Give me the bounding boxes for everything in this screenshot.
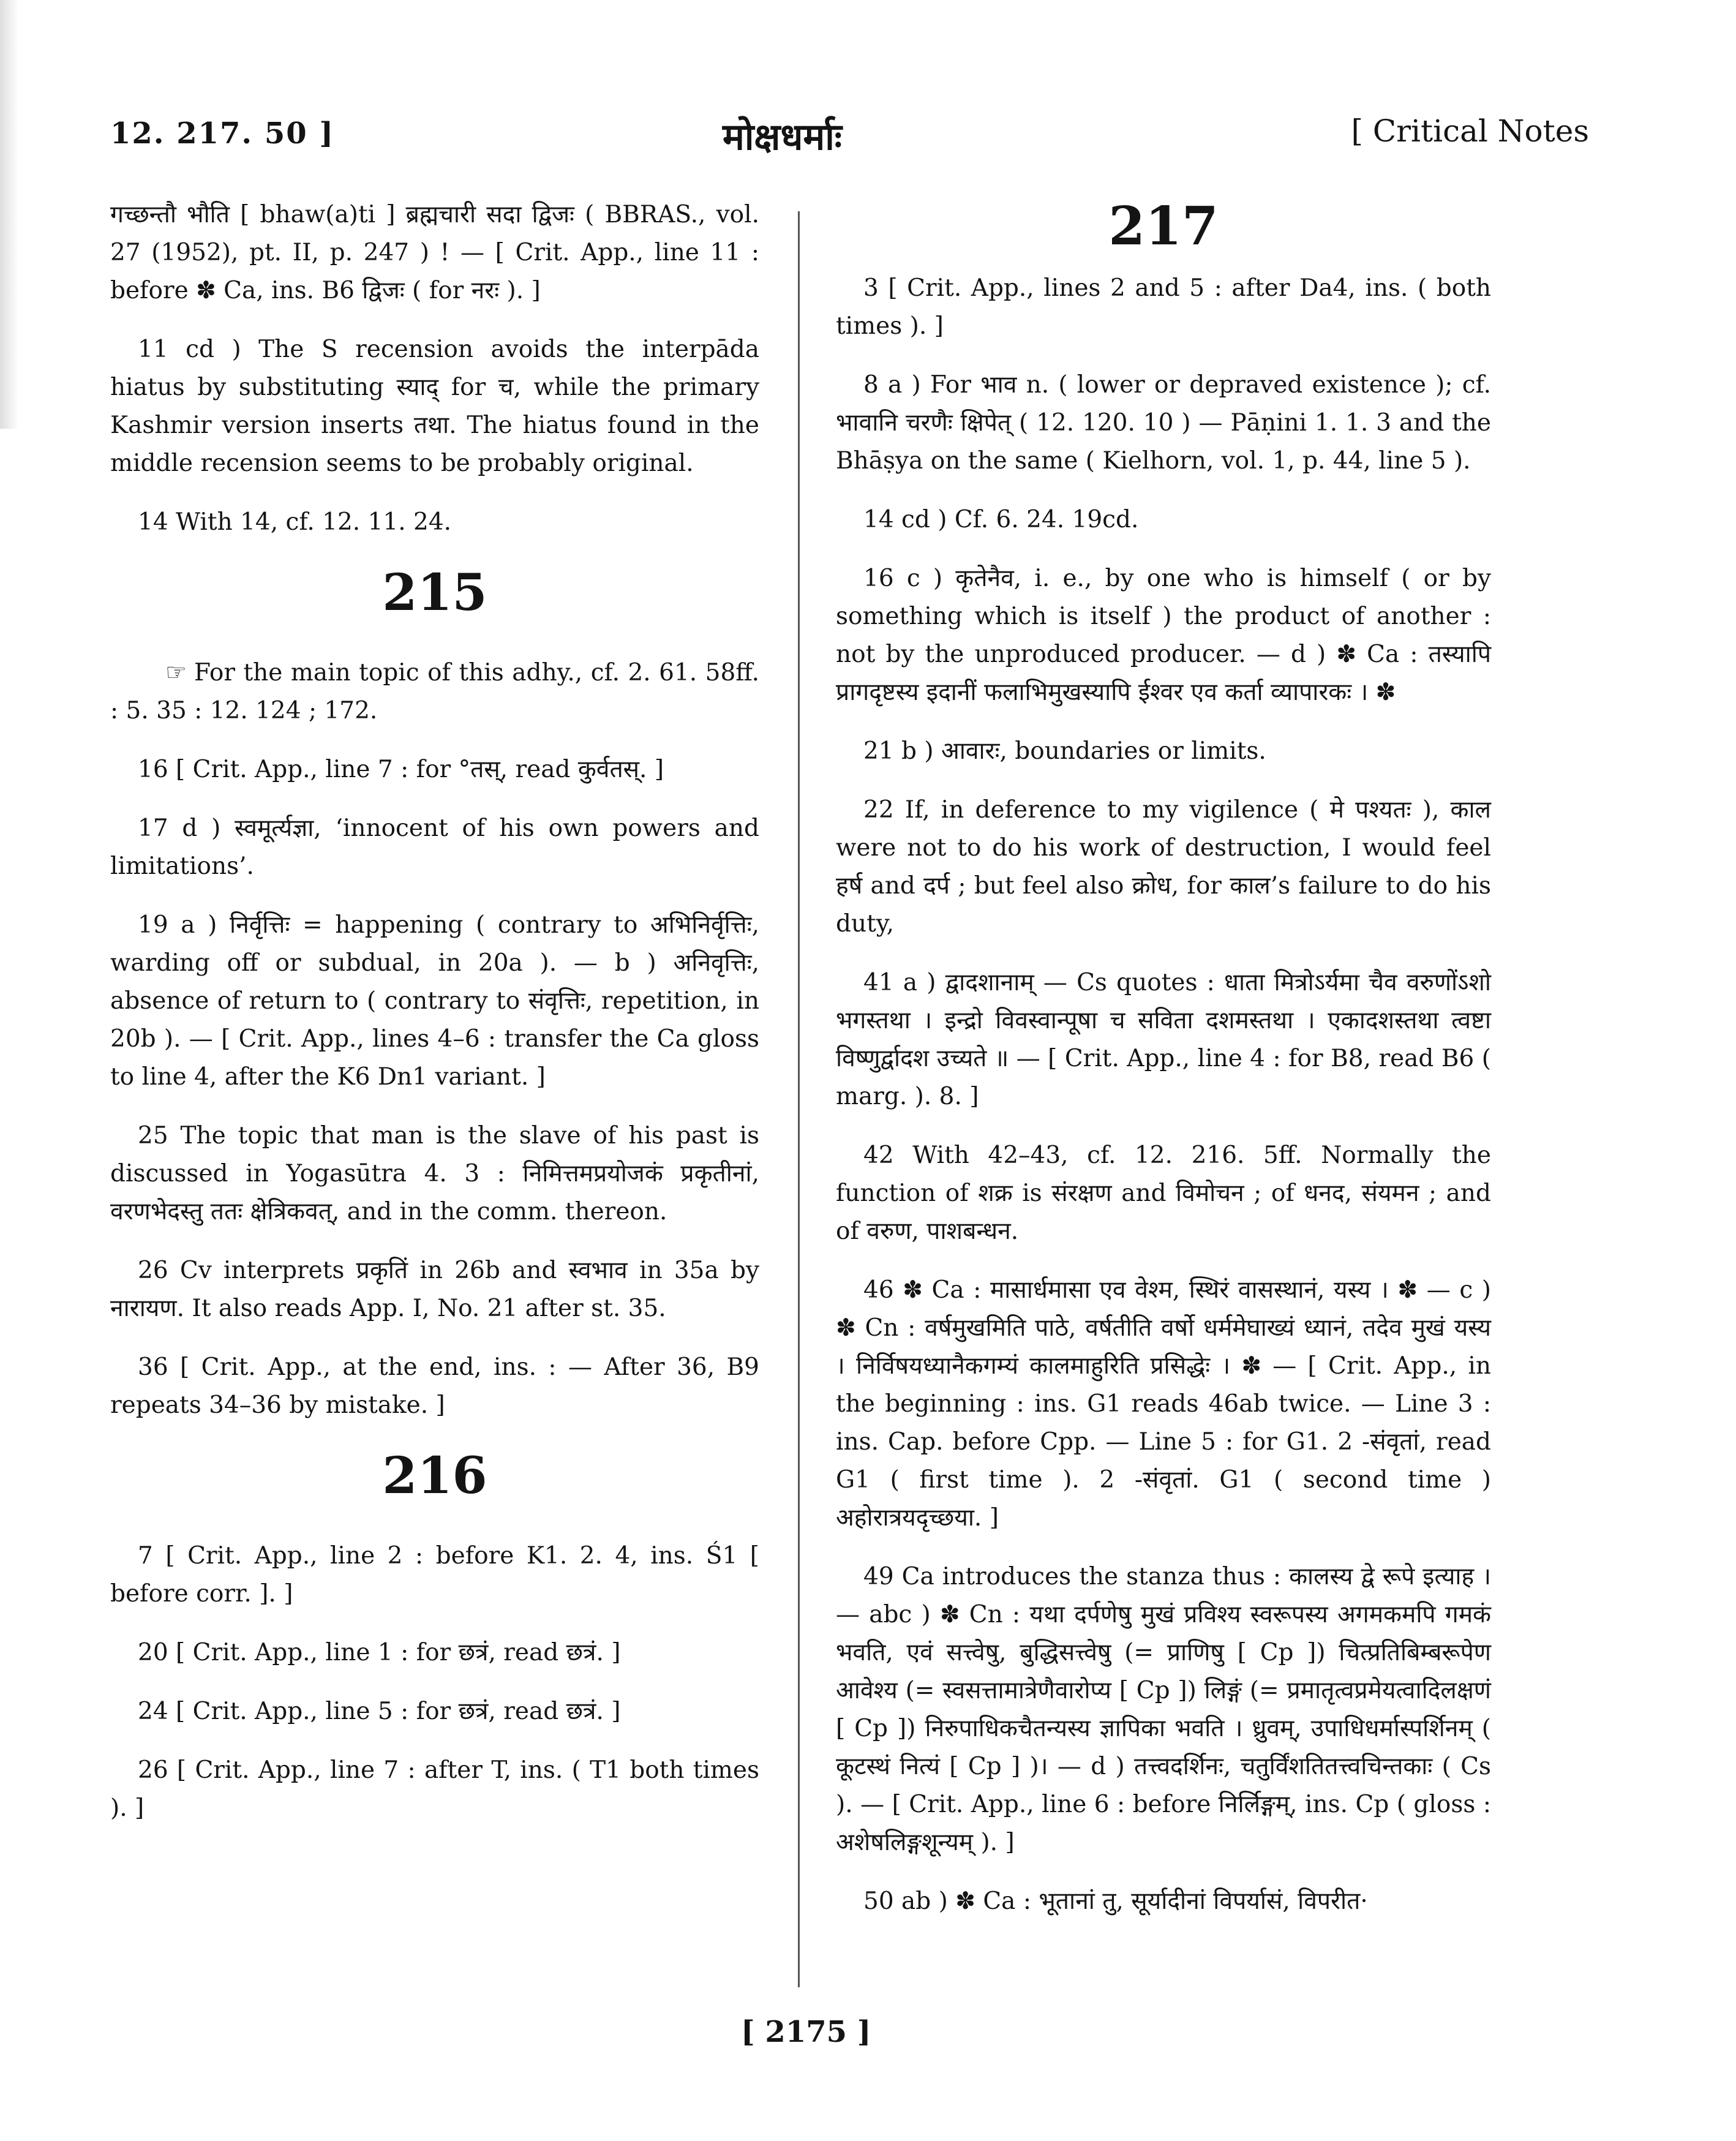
note-text: For the main topic of this adhy., cf. 2. 61. 58ff. : 5. 35 : 12. 124 ; 172.	[110, 659, 759, 724]
note-paragraph: 7 [ Crit. App., line 2 : before K1. 2. 4, ins. Ś1 [ before corr. ]. ]	[110, 1542, 759, 1608]
note-paragraph-topic	[110, 654, 759, 730]
pointing-hand-icon: ☞	[165, 659, 187, 687]
section-heading-216: 216	[382, 1447, 487, 1505]
note-paragraph: 8 a ) For भाव n. ( lower or depraved existence ); cf. भावानि चरणैः क्षिपेत् ( 12. 120. 10 ) — Pāṇini 1. 1. 3 and the Bhāṣya on the same ( Kielhorn, vol. 1, p. 44, line 5 ).	[836, 371, 1491, 475]
page-number: [ 2175 ]	[741, 2015, 871, 2049]
header-title: मोक्षधर्माः	[723, 116, 842, 159]
note-paragraph: 14 cd ) Cf. 6. 24. 19cd.	[863, 506, 1139, 533]
column-divider	[798, 211, 800, 1987]
note-paragraph: 26 [ Crit. App., line 7 : after T, ins. ( T1 both times ). ]	[110, 1756, 759, 1822]
note-paragraph: 21 b ) आवारः, boundaries or limits.	[863, 737, 1266, 765]
note-paragraph: 36 [ Crit. App., at the end, ins. : — After 36, B9 repeats 34–36 by mistake. ]	[110, 1353, 759, 1419]
note-paragraph: 16 [ Crit. App., line 7 : for °तस्, read कुर्वतस्. ]	[138, 756, 664, 783]
note-paragraph: 22 If, in deference to my vigilence ( मे पश्यतः ), काल were not to do his work of destruction, I would feel हर्ष and दर्प ; but feel also क्रोध, for काल’s failure to do his duty,	[836, 796, 1491, 938]
section-heading-215: 215	[382, 563, 487, 622]
note-paragraph: 25 The topic that man is the slave of his past is discussed in Yogasūtra 4. 3 : निमित्तमप्रयोजकं प्रकृतीनां, वरणभेदस्तु ततः क्षेत्रिकवत्, and in the comm. thereon.	[110, 1122, 759, 1225]
note-paragraph: 14 With 14, cf. 12. 11. 24.	[138, 508, 452, 536]
note-paragraph: 17 d ) स्वमूर्त्यज्ञा, ‘innocent of his own powers and limitations’.	[110, 815, 759, 880]
note-paragraph: 20 [ Crit. App., line 1 : for छत्रं, read छत्रं. ]	[138, 1639, 621, 1666]
section-heading-217: 217	[1108, 195, 1219, 257]
note-paragraph: 19 a ) निर्वृत्तिः = happening ( contrary to अभिनिर्वृत्तिः, warding off or subdual, in 20a ). — b ) अनिवृत्तिः, absence of return to ( contrary to संवृत्तिः, repetition, in 20b ). — [ Crit. App., lines 4–6 : transfer the Ca gloss to line 4, after the K6 Dn1 variant. ]	[110, 911, 759, 1091]
page-header	[110, 110, 1589, 165]
note-paragraph: 46 ✽ Ca : मासार्धमासा एव वेश्म, स्थिरं वासस्थानं, यस्य । ✽ — c ) ✽ Cn : वर्षमुखमिति पाठे, वर्षतीति वर्षो धर्ममेघाख्यं ध्यानं, तदेव मुखं यस्य । निर्विषयध्यानैकगम्यं कालमाहुरिति प्रसिद्धेः । ✽ — [ Crit. App., in the beginning : ins. G1 reads 46ab twice. — Line 3 : ins. Cap. before Cpp. — Line 5 : for G1. 2 -संवृतां, read G1 ( first time ). 2 -संवृतां. G1 ( second time ) अहोरात्रयदृच्छया. ]	[836, 1276, 1491, 1532]
note-paragraph: 41 a ) द्वादशानाम् — Cs quotes : धाता मित्रोऽर्यमा चैव वरुणोंऽशो भगस्तथा । इन्द्रो विवस्वान्पूषा च सविता दशमस्तथा । एकादशस्तथा त्वष्टा विष्णुर्द्वादश उच्यते ॥ — [ Crit. App., line 4 : for B8, read B6 ( marg. ). 8. ]	[836, 969, 1491, 1110]
note-paragraph: 24 [ Crit. App., line 5 : for छत्रं, read छत्रं. ]	[138, 1698, 621, 1725]
scan-edge-shadow	[0, 0, 18, 429]
note-paragraph: 50 ab ) ✽ Ca : भूतानां तु, सूर्यादीनां विपर्यासं, विपरीत·	[863, 1887, 1368, 1915]
right-column	[836, 196, 1491, 1941]
left-column	[110, 196, 759, 1848]
note-paragraph: 11 cd ) The S recension avoids the interpāda hiatus by substituting स्याद् for च, while the primary Kashmir version inserts तथा. The hiatus found in the middle recension seems to be probably original.	[110, 336, 759, 477]
note-paragraph: 3 [ Crit. App., lines 2 and 5 : after Da4, ins. ( both times ). ]	[836, 274, 1491, 340]
note-paragraph: 42 With 42–43, cf. 12. 216. 5ff. Normally the function of शक्र is संरक्षण and विमोचन ; of धनद, संयमन ; and of वरुण, पाशबन्धन.	[836, 1142, 1491, 1245]
header-section-label: [ Critical Notes	[1351, 113, 1589, 149]
note-paragraph: गच्छन्तौ भौति [ bhaw(a)ti ] ब्रह्मचारी सदा द्विजः ( BBRAS., vol. 27 (1952), pt. II, p. 247 ) ! — [ Crit. App., line 11 : before ✽ Ca, ins. B6 द्विजः ( for नरः ). ]	[110, 201, 759, 304]
note-paragraph: 26 Cv interprets प्रकृतिं in 26b and स्वभाव in 35a by नारायण. It also reads App. I, No. 21 after st. 35.	[110, 1257, 759, 1322]
header-reference: 12. 217. 50 ]	[110, 116, 335, 151]
note-paragraph: 16 c ) कृतेनैव, i. e., by one who is himself ( or by something which is itself ) the product of another : not by the unproduced producer. — d ) ✽ Ca : तस्यापि प्रागदृष्टस्य इदानीं फलाभिमुखस्यापि ईश्वर एव कर्ता व्यापारकः । ✽	[836, 565, 1491, 706]
note-paragraph: 49 Ca introduces the stanza thus : कालस्य द्वे रूपे इत्याह । — abc ) ✽ Cn : यथा दर्पणेषु मुखं प्रविश्य स्वरूपस्य अगमकमपि गमकं भवति, एवं सत्त्वेषु, बुद्धिसत्त्वेषु (= प्राणिषु [ Cp ]) चित्प्रतिबिम्बरूपेण आवेश्य (= स्वसत्तामात्रेणैवारोप्य [ Cp ]) लिङ्गं (= प्रमातृत्वप्रमेयत्वादिलक्षणं [ Cp ]) निरुपाधिकचैतन्यस्य ज्ञापिका भवति । ध्रुवम्, उपाधिधर्मास्पर्शिनम् ( कूटस्थं नित्यं [ Cp ] )। — d ) तत्त्वदर्शिनः, चतुर्विंशतितत्त्वचिन्तकाः ( Cs ). — [ Crit. App., line 6 : before निर्लिङ्गम्, ins. Cp ( gloss : अशेषलिङ्गशून्यम् ). ]	[836, 1563, 1491, 1856]
